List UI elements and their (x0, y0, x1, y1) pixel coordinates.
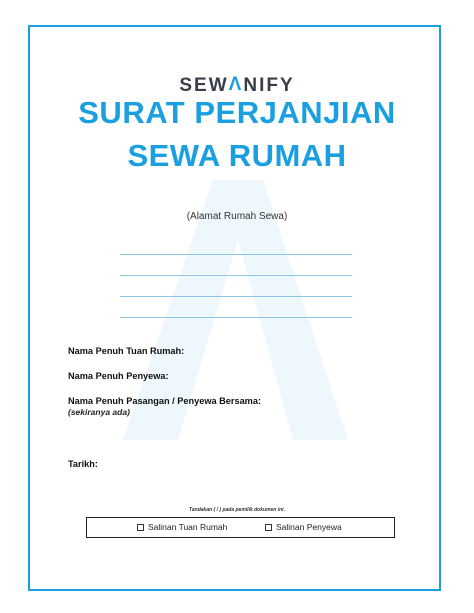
address-line-4[interactable] (120, 317, 352, 318)
address-line-3[interactable] (120, 296, 352, 297)
tenant-name-label: Nama Penuh Penyewa: (68, 371, 169, 381)
address-label: (Alamat Rumah Sewa) (186, 211, 288, 222)
tenant-copy-label: Salinan Penyewa (276, 522, 342, 532)
landlord-name-label: Nama Penuh Tuan Rumah: (68, 346, 185, 356)
logo-prefix: SEW (179, 75, 229, 96)
address-line-2[interactable] (120, 275, 352, 276)
document-title-line-1: SURAT PERJANJIAN (78, 95, 396, 130)
landlord-copy-checkbox[interactable] (137, 524, 144, 531)
tenant-copy-checkbox[interactable] (265, 524, 272, 531)
logo-suffix: NIFY (243, 75, 295, 96)
tenant-copy-option[interactable] (265, 522, 342, 532)
copy-instruction: Tandakan ( / ) pada pemilik dokumen ini. (189, 507, 285, 513)
copy-selection-box (86, 517, 395, 538)
logo-accent: Λ (228, 74, 244, 95)
document-title-line-2: SEWA RUMAH (127, 138, 347, 173)
brand-logo (0, 75, 474, 97)
address-line-1[interactable] (120, 254, 352, 255)
landlord-copy-label: Salinan Tuan Rumah (148, 522, 228, 532)
date-label: Tarikh: (68, 459, 98, 469)
landlord-copy-option[interactable] (137, 522, 227, 532)
partner-note: (sekiranya ada) (68, 407, 130, 417)
partner-name-label: Nama Penuh Pasangan / Penyewa Bersama: (68, 396, 262, 406)
